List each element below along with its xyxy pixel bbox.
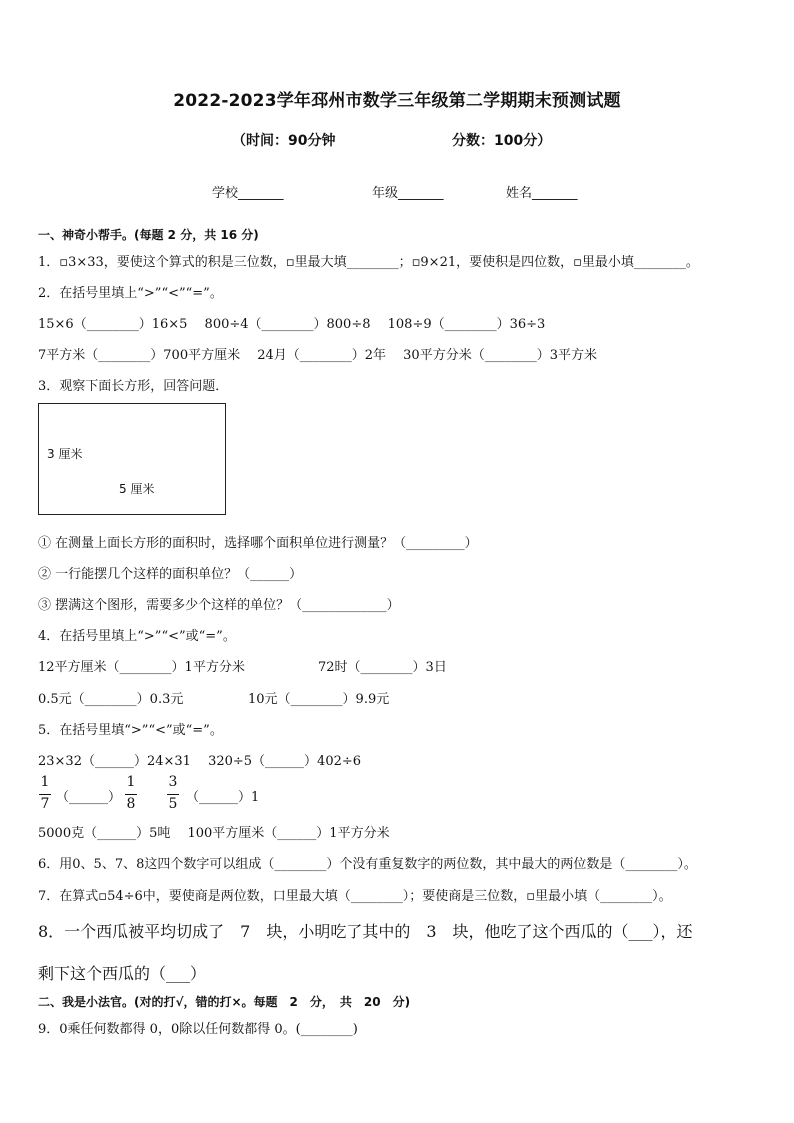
question-7: 7．在算式▫54÷6中，要使商是两位数，口里最大填（________）；要使商是三位数，▫里最小填（________）。 [38, 889, 672, 904]
fraction-1-numerator: 1 [40, 774, 50, 790]
fraction-2-denominator: 8 [126, 796, 136, 812]
fraction-3-denominator: 5 [168, 796, 178, 812]
fraction-blank-2: （______）1 [186, 790, 260, 805]
question-2-line-2: 7平方米（________）700平方厘米 24月（________）2年 30平方分米（________）3平方米 [38, 348, 597, 363]
section-1-heading: 一、神奇小帮手。(每题 2 分，共 16 分) [38, 228, 259, 242]
question-2: 2．在括号里填上“>”“<”“=”。 [38, 286, 223, 301]
name-field: 姓名_______ [506, 186, 578, 201]
fraction-2-numerator: 1 [126, 774, 136, 790]
exam-score: 分数：100分） [452, 133, 552, 149]
fraction-1-denominator: 7 [40, 796, 50, 812]
question-3-part-1: ① 在测量上面长方形的面积时，选择哪个面积单位进行测量？（_________） [38, 536, 478, 551]
fraction-3-bar [167, 794, 179, 795]
question-9: 9．0乘任何数都得 0，0除以任何数都得 0。(________) [38, 1022, 358, 1037]
rectangle-figure [38, 403, 226, 515]
question-5-line-1: 23×32（______）24×31 320÷5（______）402÷6 [38, 754, 362, 769]
question-3-part-2: ② 一行能摆几个这样的面积单位？（______） [38, 567, 303, 582]
page-title: 2022-2023学年邳州市数学三年级第二学期期末预测试题 [173, 91, 621, 111]
grade-field: 年级_______ [372, 186, 444, 201]
question-6: 6．用0、5、7、8这四个数字可以组成（________）个没有重复数字的两位数，其中最大的两位数是（________）。 [38, 857, 697, 872]
exam-time: （时间：90分钟 [232, 133, 336, 149]
question-2-line-1: 15×6（________）16×5 800÷4（________）800÷8 108÷9（________）36÷3 [38, 317, 546, 332]
question-3-part-3: ③ 摆满这个图形，需要多少个这样的单位？（_____________） [38, 598, 400, 613]
rectangle-height-label: 3 厘米 [47, 447, 83, 461]
question-4: 4．在括号里填上“>”“<”或“=”。 [38, 629, 236, 644]
fraction-1-bar [39, 794, 51, 795]
rectangle-width-label: 5 厘米 [119, 482, 155, 496]
section-2-heading: 二、我是小法官。(对的打√，错的打×。每题 2 分， 共 20 分) [38, 995, 411, 1009]
question-4-line-2b: 10元（________）9.9元 [248, 692, 390, 707]
question-4-line-1a: 12平方厘米（________）1平方分米 [38, 660, 245, 675]
question-5-line-3: 5000克（______）5吨 100平方厘米（______）1平方分米 [38, 826, 390, 841]
question-4-line-1b: 72时（________）3日 [318, 660, 447, 675]
fraction-2-bar [125, 794, 137, 795]
fraction-blank-1: （______） [56, 790, 122, 805]
question-4-line-2a: 0.5元（________）0.3元 [38, 692, 184, 707]
fraction-3-numerator: 3 [168, 774, 178, 790]
question-8-line-1: 8．一个西瓜被平均切成了 7 块，小明吃了其中的 3 块，他吃了这个西瓜的（___），还 [38, 922, 693, 941]
question-3: 3．观察下面长方形，回答问题． [38, 379, 229, 394]
question-1: 1．▫3×33，要使这个算式的积是三位数，▫里最大填________；▫9×21，要使积是四位数，▫里最小填________。 [38, 255, 699, 270]
school-field: 学校_______ [212, 186, 284, 201]
question-5: 5．在括号里填“>”“<”或“=”。 [38, 723, 223, 738]
question-8-line-2: 剩下这个西瓜的（___） [38, 964, 207, 983]
